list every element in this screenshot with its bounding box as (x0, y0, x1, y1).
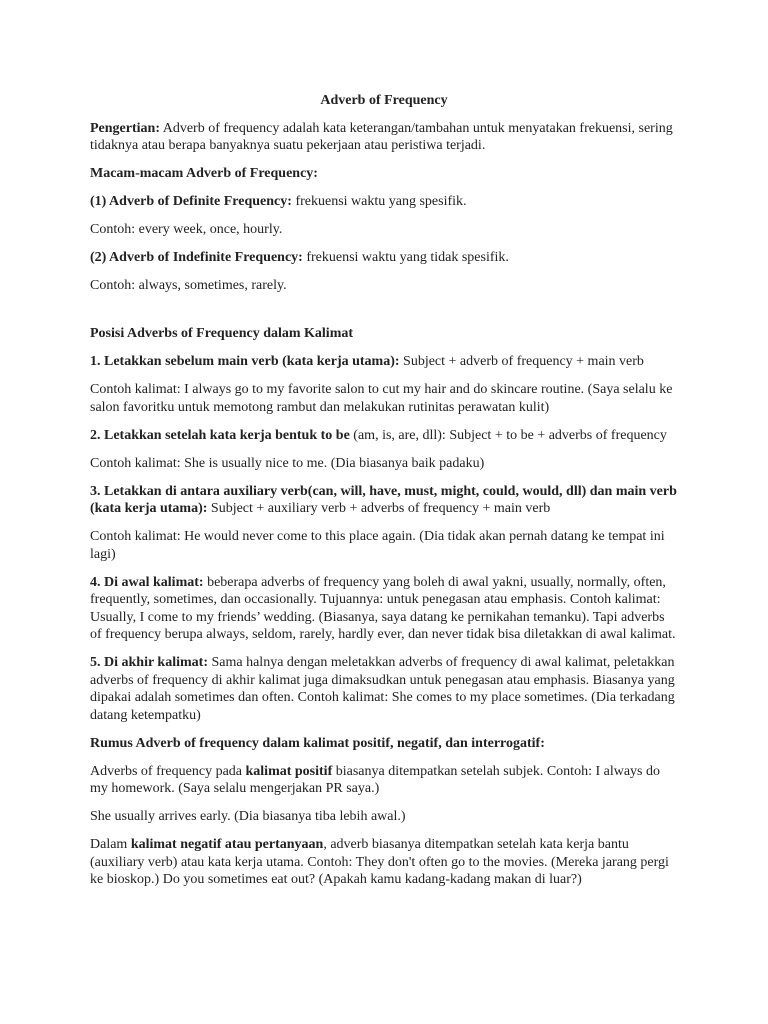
rule4-paragraph (90, 574, 678, 644)
rule3-text: Subject + auxiliary verb + adverbs of frequency + main verb (207, 501, 551, 516)
rule2-label: 2. Letakkan setelah kata kerja bentuk to be (90, 427, 350, 443)
formula-heading: Rumus Adverb of frequency dalam kalimat positif, negatif, dan interrogatif: (90, 735, 545, 751)
document-page (90, 92, 678, 899)
rule1-text: Subject + adverb of frequency + main verb (399, 354, 644, 369)
position-heading: Posisi Adverbs of Frequency dalam Kalimat (90, 326, 354, 341)
page-title: Adverb of Frequency (320, 93, 448, 108)
type1-paragraph (90, 193, 678, 211)
type1-label: (1) Adverb of Definite Frequency: (90, 194, 292, 209)
rule3-paragraph (90, 483, 678, 518)
rule3-example: Contoh kalimat: He would never come to this place again. (Dia tidak akan pernah datang ke tempat ini lagi) (90, 529, 665, 562)
type2-example: Contoh: always, sometimes, rarely. (90, 278, 287, 293)
negative-paragraph (90, 836, 678, 889)
positive-example: She usually arrives early. (Dia biasanya tiba lebih awal.) (90, 809, 406, 824)
definition-paragraph (90, 120, 678, 155)
type1-example: Contoh: every week, once, hourly. (90, 222, 283, 237)
rule4-text: beberapa adverbs of frequency yang boleh di awal yakni, usually, normally, often, frequently, sometimes, dan occasionally. Tujuannya: untuk penegasan atau emphasis. Contoh kalimat: Usually, I come to my friends’ wedding. (Biasanya, saya datang ke pernikahan temanku). Tapi adverbs of frequency berupa always, seldom, rarely, hardly ever, dan never tidak bisa diletakkan di awal kalimat. (90, 574, 676, 642)
type2-paragraph (90, 249, 678, 267)
rule2-paragraph (90, 427, 678, 445)
negative-bold: kalimat negatif atau pertanyaan (130, 837, 324, 852)
rule5-label: 5. Di akhir kalimat: (90, 655, 208, 670)
positive-pre: Adverbs of frequency pada (90, 763, 246, 779)
negative-pre: Dalam (90, 837, 131, 852)
rule2-text: (am, is, are, dll): Subject + to be + adverbs of frequency (349, 427, 667, 443)
rule5-text: Sama halnya dengan meletakkan adverbs of frequency di awal kalimat, peletakkan adverbs of frequency di akhir kalimat juga dimaksudkan untuk penegasan atau emphasis. Biasanya yang dipakai adalah sometimes dan often. Contoh kalimat: She comes to my place sometimes. (Dia terkadang datang ketempatku) (90, 655, 675, 723)
rule1-paragraph (90, 353, 678, 371)
type2-text: frekuensi waktu yang tidak spesifik. (302, 250, 509, 265)
rule3-label: 3. Letakkan di antara auxiliary verb(can, will, have, must, might, could, would, dll) dan main verb (kata kerja utama): (90, 483, 677, 516)
type1-text: frekuensi waktu yang spesifik. (291, 194, 467, 209)
rule1-label: 1. Letakkan sebelum main verb (kata kerja utama): (90, 354, 400, 369)
types-heading: Macam-macam Adverb of Frequency: (90, 166, 318, 181)
type2-label: (2) Adverb of Indefinite Frequency: (90, 250, 303, 265)
blank-line (90, 305, 678, 325)
definition-text: Adverb of frequency adalah kata keterangan/tambahan untuk menyatakan frekuensi, sering tidaknya atau berapa banyaknya suatu pekerjaan atau peristiwa terjadi. (90, 120, 673, 153)
rule1-example: Contoh kalimat: I always go to my favorite salon to cut my hair and do skincare routine. (Saya selalu ke salon favoritku untuk memotong rambut dan melakukan rutinitas perawatan kulit) (90, 382, 673, 415)
positive-bold: kalimat positif (245, 763, 333, 779)
rule2-example: Contoh kalimat: She is usually nice to me. (Dia biasanya baik padaku) (90, 455, 485, 471)
rule4-label: 4. Di awal kalimat: (90, 574, 204, 590)
rule5-paragraph (90, 654, 678, 724)
positive-paragraph (90, 763, 678, 798)
positive-post: biasanya ditempatkan setelah subjek. Contoh: I always do my homework. (Saya selalu mengerjakan PR saya.) (90, 763, 660, 796)
definition-label: Pengertian: (90, 120, 160, 136)
negative-post: , adverb biasanya ditempatkan setelah kata kerja bantu (auxiliary verb) atau kata kerja utama. Contoh: They don't often go to the movies. (Mereka jarang pergi ke bioskop.) Do you sometimes eat out? (Apakah kamu kadang-kadang makan di luar?) (90, 837, 669, 887)
